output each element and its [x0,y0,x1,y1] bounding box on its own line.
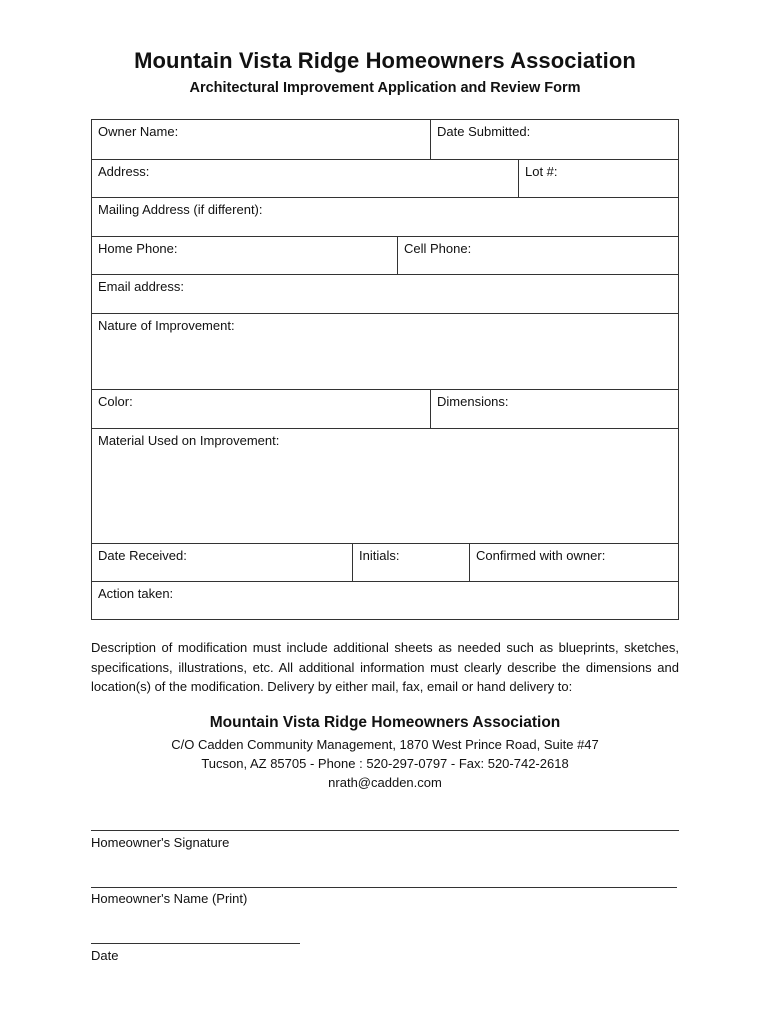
confirmed-with-owner-field[interactable] [469,544,678,581]
action-taken-field[interactable] [92,582,678,619]
confirmed-with-owner-label: Confirmed with owner: [476,548,606,563]
owner-name-field[interactable] [92,120,430,159]
initials-label: Initials: [359,548,400,563]
lot-label: Lot #: [525,164,558,179]
home-phone-field[interactable] [92,237,397,274]
form-row-phone [92,236,678,274]
color-field[interactable] [92,390,430,428]
name-print-label: Homeowner's Name (Print) [91,891,248,906]
form-row-nature [92,313,678,389]
date-submitted-field[interactable] [430,120,678,159]
signature-label: Homeowner's Signature [91,835,230,850]
material-label: Material Used on Improvement: [98,433,280,448]
cell-phone-field[interactable] [397,237,678,274]
address-line-1: C/O Cadden Community Management, 1870 West Prince Road, Suite #47 [171,737,599,752]
application-form [91,119,679,620]
form-row-address [92,159,678,197]
mailing-address-field[interactable] [92,198,678,236]
form-row-received [92,543,678,581]
description-paragraph: Description of modification must include additional sheets as needed such as blueprints, sketches, specifications, illustrations, etc. All additional information must clearly describe the dimensions and location(s) of the modification. Delivery by either mail, fax, email or hand delivery to: [91,640,679,694]
form-row-color [92,389,678,428]
name-print-line[interactable] [91,887,677,888]
dimensions-field[interactable] [430,390,678,428]
address-line-2: Tucson, AZ 85705 - Phone : 520-297-0797 - Fax: 520-742-2618 [201,756,569,771]
date-submitted-label: Date Submitted: [437,124,531,139]
association-name: Mountain Vista Ridge Homeowners Association [209,714,561,731]
nature-of-improvement-field[interactable] [92,314,678,389]
material-field[interactable] [92,429,678,543]
dimensions-label: Dimensions: [437,394,509,409]
date-received-field[interactable] [92,544,352,581]
home-phone-label: Home Phone: [98,241,178,256]
email-field[interactable] [92,275,678,313]
page-title: Mountain Vista Ridge Homeowners Association [134,48,636,73]
cell-phone-label: Cell Phone: [404,241,472,256]
form-row-owner [92,120,678,159]
email-label: Email address: [98,279,184,294]
signature-line[interactable] [91,830,679,831]
date-line[interactable] [91,943,300,944]
form-row-mailing [92,197,678,236]
action-taken-label: Action taken: [98,586,174,601]
form-row-material [92,428,678,543]
contact-email: nrath@cadden.com [328,775,442,790]
nature-of-improvement-label: Nature of Improvement: [98,318,235,333]
date-received-label: Date Received: [98,548,187,563]
date-label: Date [91,948,119,963]
address-field[interactable] [92,160,518,197]
address-label: Address: [98,164,150,179]
mailing-address-label: Mailing Address (if different): [98,202,263,217]
lot-field[interactable] [518,160,678,197]
form-row-action [92,581,678,619]
form-subtitle: Architectural Improvement Application and Review Form [189,80,581,96]
initials-field[interactable] [352,544,469,581]
form-row-email [92,274,678,313]
owner-name-label: Owner Name: [98,124,179,139]
color-label: Color: [98,394,133,409]
